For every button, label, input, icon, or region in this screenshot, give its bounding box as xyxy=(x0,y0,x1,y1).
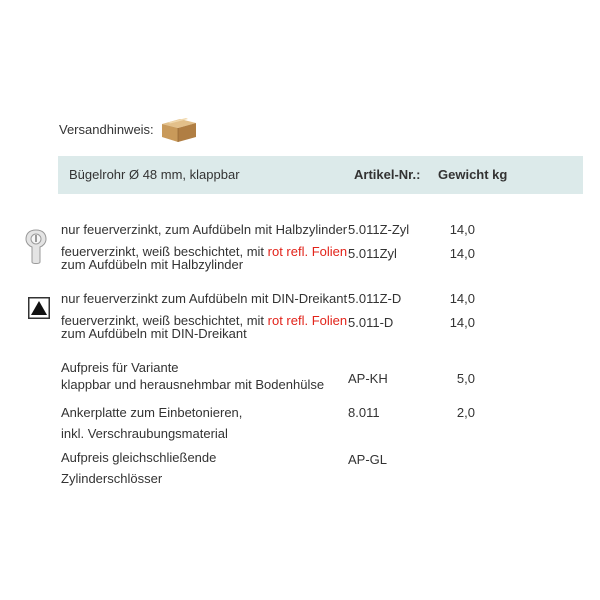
weight-value: 14,0 xyxy=(449,291,475,306)
extra-description: Aufpreis gleichschließende xyxy=(61,450,217,465)
product-title: Bügelrohr Ø 48 mm, klappbar xyxy=(69,167,240,182)
weight-column-header: Gewicht kg xyxy=(438,167,508,182)
extra-description: Ankerplatte zum Einbetonieren, xyxy=(61,405,243,420)
variant-description: nur feuerverzinkt zum Aufdübeln mit DIN-Dreikant xyxy=(61,291,348,306)
product-header xyxy=(58,156,583,194)
shipping-label: Versandhinweis: xyxy=(59,121,154,137)
article-number: 5.011Z-D xyxy=(348,291,402,306)
article-column-header: Artikel-Nr.: xyxy=(354,167,421,182)
extra-description-line2: inkl. Verschraubungsmaterial xyxy=(61,426,228,441)
weight-value: 14,0 xyxy=(449,246,475,261)
weight-value: 2,0 xyxy=(456,405,475,420)
variant-description: nur feuerverzinkt, zum Aufdübeln mit Halbzylinder xyxy=(61,222,348,237)
reflective-foil-note: rot refl. Folien xyxy=(267,313,348,328)
extra-description-line2: klappbar und herausnehmbar mit Bodenhülse xyxy=(61,377,325,392)
article-number: 8.011 xyxy=(348,405,380,420)
reflective-foil-note: rot refl. Folien xyxy=(267,244,348,259)
package-box-icon xyxy=(158,115,198,143)
article-number: AP-GL xyxy=(348,452,388,467)
variant-description: feuerverzinkt, weiß beschichtet, mit rot refl. Folien xyxy=(61,313,348,328)
weight-value: 5,0 xyxy=(456,371,475,386)
article-number: 5.011Z-Zyl xyxy=(348,222,410,237)
variant-description-line2: zum Aufdübeln mit Halbzylinder xyxy=(61,257,244,272)
shipping-hint xyxy=(59,115,198,143)
weight-value: 14,0 xyxy=(449,222,475,237)
article-number: 5.011-D xyxy=(348,315,394,330)
extra-description-line2: Zylinderschlösser xyxy=(61,471,163,486)
extra-description: Aufpreis für Variante xyxy=(61,360,179,375)
triangle-key-icon xyxy=(28,297,50,319)
variant-description-line2: zum Aufdübeln mit DIN-Dreikant xyxy=(61,326,247,341)
article-number: AP-KH xyxy=(348,371,388,386)
article-number: 5.011Zyl xyxy=(348,246,397,261)
weight-value: 14,0 xyxy=(449,315,475,330)
half-cylinder-lock-icon xyxy=(24,229,48,265)
variant-description: feuerverzinkt, weiß beschichtet, mit rot refl. Folien xyxy=(61,244,348,259)
